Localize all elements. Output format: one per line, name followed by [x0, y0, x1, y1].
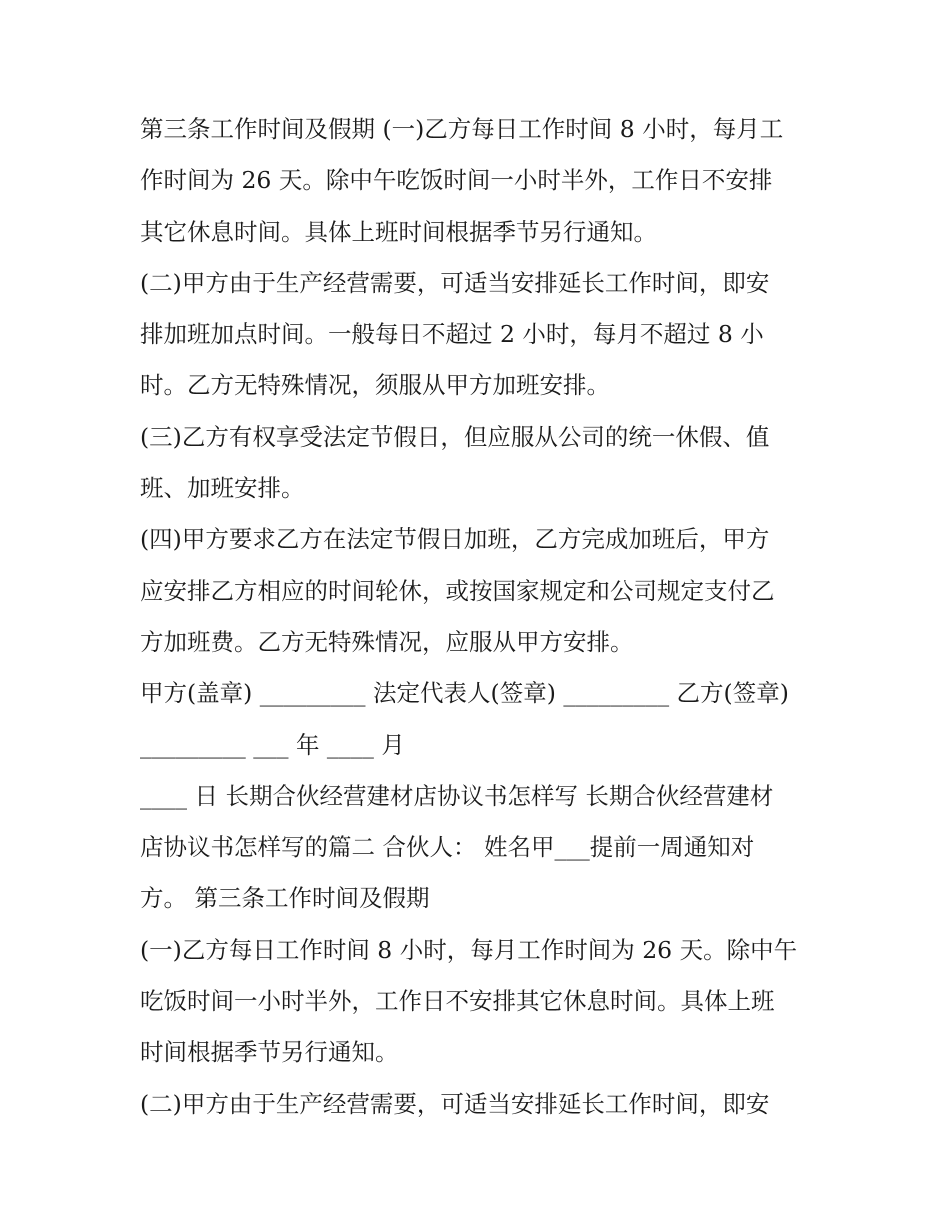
signature-line: 甲方(盖章) _________ 法定代表人(签章) _________ 乙方(签章) [140, 679, 789, 708]
text-line: 第三条工作时间及假期 (一)乙方每日工作时间 8 小时，每月工 [140, 115, 784, 143]
text-line: 其它休息时间。具体上班时间根据季节另行通知。 [140, 217, 657, 246]
text-line: (二)甲方由于生产经营需要，可适当安排延长工作时间，即安 [140, 268, 770, 297]
text-line: ____ 日 长期合伙经营建材店协议书怎样写 长期合伙经营建材 [140, 781, 774, 810]
text-line: 作时间为 26 天。除中午吃饭时间一小时半外，工作日不安排 [140, 166, 773, 195]
text-line: 排加班加点时间。一般每日不超过 2 小时，每月不超过 8 小 [140, 320, 764, 349]
text-line: 应安排乙方相应的时间轮休，或按国家规定和公司规定支付乙 [140, 576, 775, 605]
document-page [140, 104, 830, 1130]
text-line: 时间根据季节另行通知。 [140, 1038, 399, 1067]
text-line: 方。 第三条工作时间及假期 [140, 884, 430, 913]
text-line: (一)乙方每日工作时间 8 小时，每月工作时间为 26 天。除中午 [140, 935, 798, 964]
date-line: _________ ___ 年 ____ 月 [140, 730, 405, 759]
text-line: 班、加班安排。 [140, 474, 305, 503]
text-line: 店协议书怎样写的篇二 合伙人： 姓名甲___提前一周通知对 [140, 833, 755, 862]
text-line: (三)乙方有权享受法定节假日，但应服从公司的统一休假、值 [140, 422, 770, 451]
text-line: 时。乙方无特殊情况，须服从甲方加班安排。 [140, 371, 610, 400]
text-line: (四)甲方要求乙方在法定节假日加班，乙方完成加班后，甲方 [140, 525, 770, 554]
text-line: 吃饭时间一小时半外，工作日不安排其它休息时间。具体上班 [140, 987, 775, 1016]
text-line: 方加班费。乙方无特殊情况，应服从甲方安排。 [140, 627, 634, 656]
text-line: (二)甲方由于生产经营需要，可适当安排延长工作时间，即安 [140, 1089, 770, 1118]
